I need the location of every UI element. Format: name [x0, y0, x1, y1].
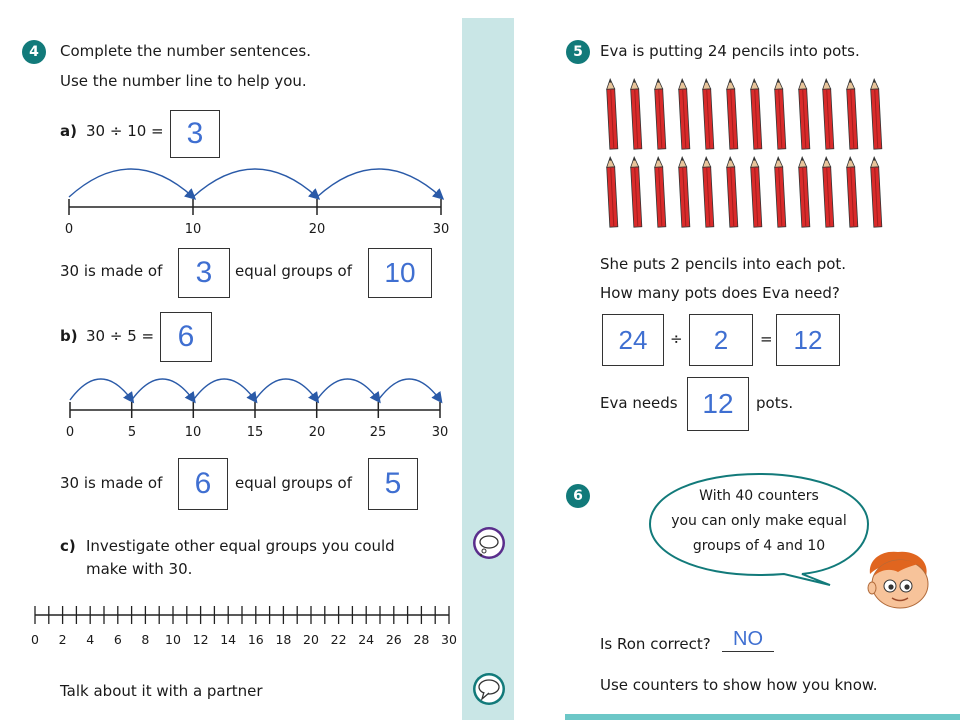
part-b-size-answer: 5 — [384, 467, 402, 500]
part-b-label: b) — [60, 327, 78, 345]
part-a-label: a) — [60, 122, 77, 140]
tick-label: 20 — [308, 425, 326, 440]
tick-label: 28 — [413, 632, 430, 647]
part-c-text-line2: make with 30. — [86, 560, 193, 578]
pencil — [678, 157, 690, 227]
part-a-groups-answer: 3 — [195, 256, 213, 289]
part-b-sentence-mid: equal groups of — [235, 474, 352, 492]
question-5-title: Eva is putting 24 pencils into pots. — [600, 42, 860, 60]
pencil — [870, 157, 882, 227]
tick-label: 18 — [275, 632, 292, 647]
tick-label: 30 — [441, 632, 457, 647]
part-b-groups-answer: 6 — [194, 467, 212, 500]
part-a-answer: 3 — [186, 117, 204, 150]
pencil — [654, 79, 666, 149]
tick-label: 10 — [184, 222, 202, 237]
bottom-accent-bar — [565, 714, 960, 720]
bubble-line-1: With 40 counters — [699, 488, 819, 504]
part-b-expression: 30 ÷ 5 = — [86, 327, 155, 345]
question-6-answer-line[interactable] — [722, 628, 774, 652]
tick-label: 20 — [303, 632, 319, 647]
pencil — [822, 79, 834, 149]
equation-result-box[interactable] — [776, 314, 840, 366]
pencil — [774, 79, 786, 149]
pencil — [726, 79, 738, 149]
pencil — [630, 79, 642, 149]
pencil — [846, 157, 858, 227]
pencil — [654, 157, 666, 227]
tick-label: 2 — [58, 632, 67, 647]
question-4-title: Complete the number sentences. — [60, 42, 311, 60]
part-b-answer-box[interactable] — [160, 312, 212, 362]
tick-label: 5 — [127, 425, 137, 440]
tick-label: 8 — [141, 632, 150, 647]
tick-label: 0 — [31, 632, 39, 647]
pencil — [750, 79, 762, 149]
question-6-answer: NO — [733, 628, 763, 650]
equation-dividend: 24 — [618, 324, 648, 355]
tick-label: 0 — [65, 425, 75, 440]
number-line-b — [60, 362, 460, 424]
bubble-line-2: you can only make equal — [671, 513, 847, 529]
part-a-answer-box[interactable] — [170, 110, 220, 158]
number-line-a — [60, 155, 460, 225]
question-4-number: 4 — [22, 40, 46, 64]
question-4-instruction: Use the number line to help you. — [60, 72, 307, 90]
part-b-answer: 6 — [177, 320, 195, 353]
part-a-expression: 30 ÷ 10 = — [86, 122, 164, 140]
part-a-size-answer: 10 — [384, 257, 416, 288]
speech-bubble-icon — [472, 672, 506, 706]
number-line-c — [30, 600, 460, 630]
pencil — [606, 79, 618, 149]
tick-label: 25 — [369, 425, 387, 440]
pencil — [726, 157, 738, 227]
part-b-groups-box[interactable] — [178, 458, 228, 510]
tick-label: 20 — [308, 222, 326, 237]
question-5-needs-end: pots. — [756, 394, 794, 412]
tick-label: 30 — [431, 425, 449, 440]
part-a-groups-box[interactable] — [178, 248, 230, 298]
tick-label: 26 — [385, 632, 402, 647]
question-6-footer: Use counters to show how you know. — [600, 676, 878, 694]
tick-label: 4 — [86, 632, 95, 647]
tick-label: 30 — [432, 222, 450, 237]
pencil — [702, 79, 714, 149]
part-a-sentence-start: 30 is made of — [60, 262, 163, 280]
tick-label: 16 — [247, 632, 264, 647]
tick-label: 15 — [246, 425, 264, 440]
tick-label: 10 — [184, 425, 202, 440]
pots-answer-box[interactable] — [687, 377, 749, 431]
question-5-needs-start: Eva needs — [600, 394, 678, 412]
equation-divide-sign: ÷ — [670, 330, 683, 348]
part-a-sentence-mid: equal groups of — [235, 262, 352, 280]
tick-label: 24 — [358, 632, 375, 647]
question-5-line2: How many pots does Eva need? — [600, 284, 840, 302]
thinking-cloud-icon — [472, 526, 506, 560]
equation-equals-sign: = — [760, 330, 773, 348]
pencil — [630, 157, 642, 227]
pencil — [846, 79, 858, 149]
question-5-line1: She puts 2 pencils into each pot. — [600, 255, 847, 273]
tick-label: 22 — [330, 632, 347, 647]
part-a-size-box[interactable] — [368, 248, 432, 298]
question-6-number: 6 — [566, 484, 590, 508]
ron-character — [862, 548, 934, 612]
pencil — [798, 157, 810, 227]
equation-divisor: 2 — [713, 324, 729, 355]
equation-result: 12 — [793, 324, 823, 355]
pencil — [822, 157, 834, 227]
bubble-line-3: groups of 4 and 10 — [692, 538, 826, 554]
part-b-size-box[interactable] — [368, 458, 418, 510]
pencils-illustration — [600, 75, 930, 235]
tick-label: 0 — [64, 222, 74, 237]
pencil — [774, 157, 786, 227]
question-6-question: Is Ron correct? — [600, 635, 711, 653]
pencil — [702, 157, 714, 227]
tick-label: 12 — [192, 632, 209, 647]
pencil — [798, 79, 810, 149]
question-5-number: 5 — [566, 40, 590, 64]
part-c-label: c) — [60, 537, 76, 555]
equation-divisor-box[interactable] — [689, 314, 753, 366]
pencil — [750, 157, 762, 227]
pots-answer: 12 — [702, 388, 734, 419]
page-divider — [462, 18, 514, 720]
pencil — [606, 157, 618, 227]
tick-label: 6 — [113, 632, 122, 647]
pencil — [870, 79, 882, 149]
part-c-text-line1: Investigate other equal groups you could — [86, 537, 395, 555]
talk-prompt: Talk about it with a partner — [60, 682, 263, 700]
equation-dividend-box[interactable] — [602, 314, 664, 366]
tick-label: 14 — [220, 632, 237, 647]
pencil — [678, 79, 690, 149]
part-b-sentence-start: 30 is made of — [60, 474, 163, 492]
tick-label: 10 — [165, 632, 181, 647]
